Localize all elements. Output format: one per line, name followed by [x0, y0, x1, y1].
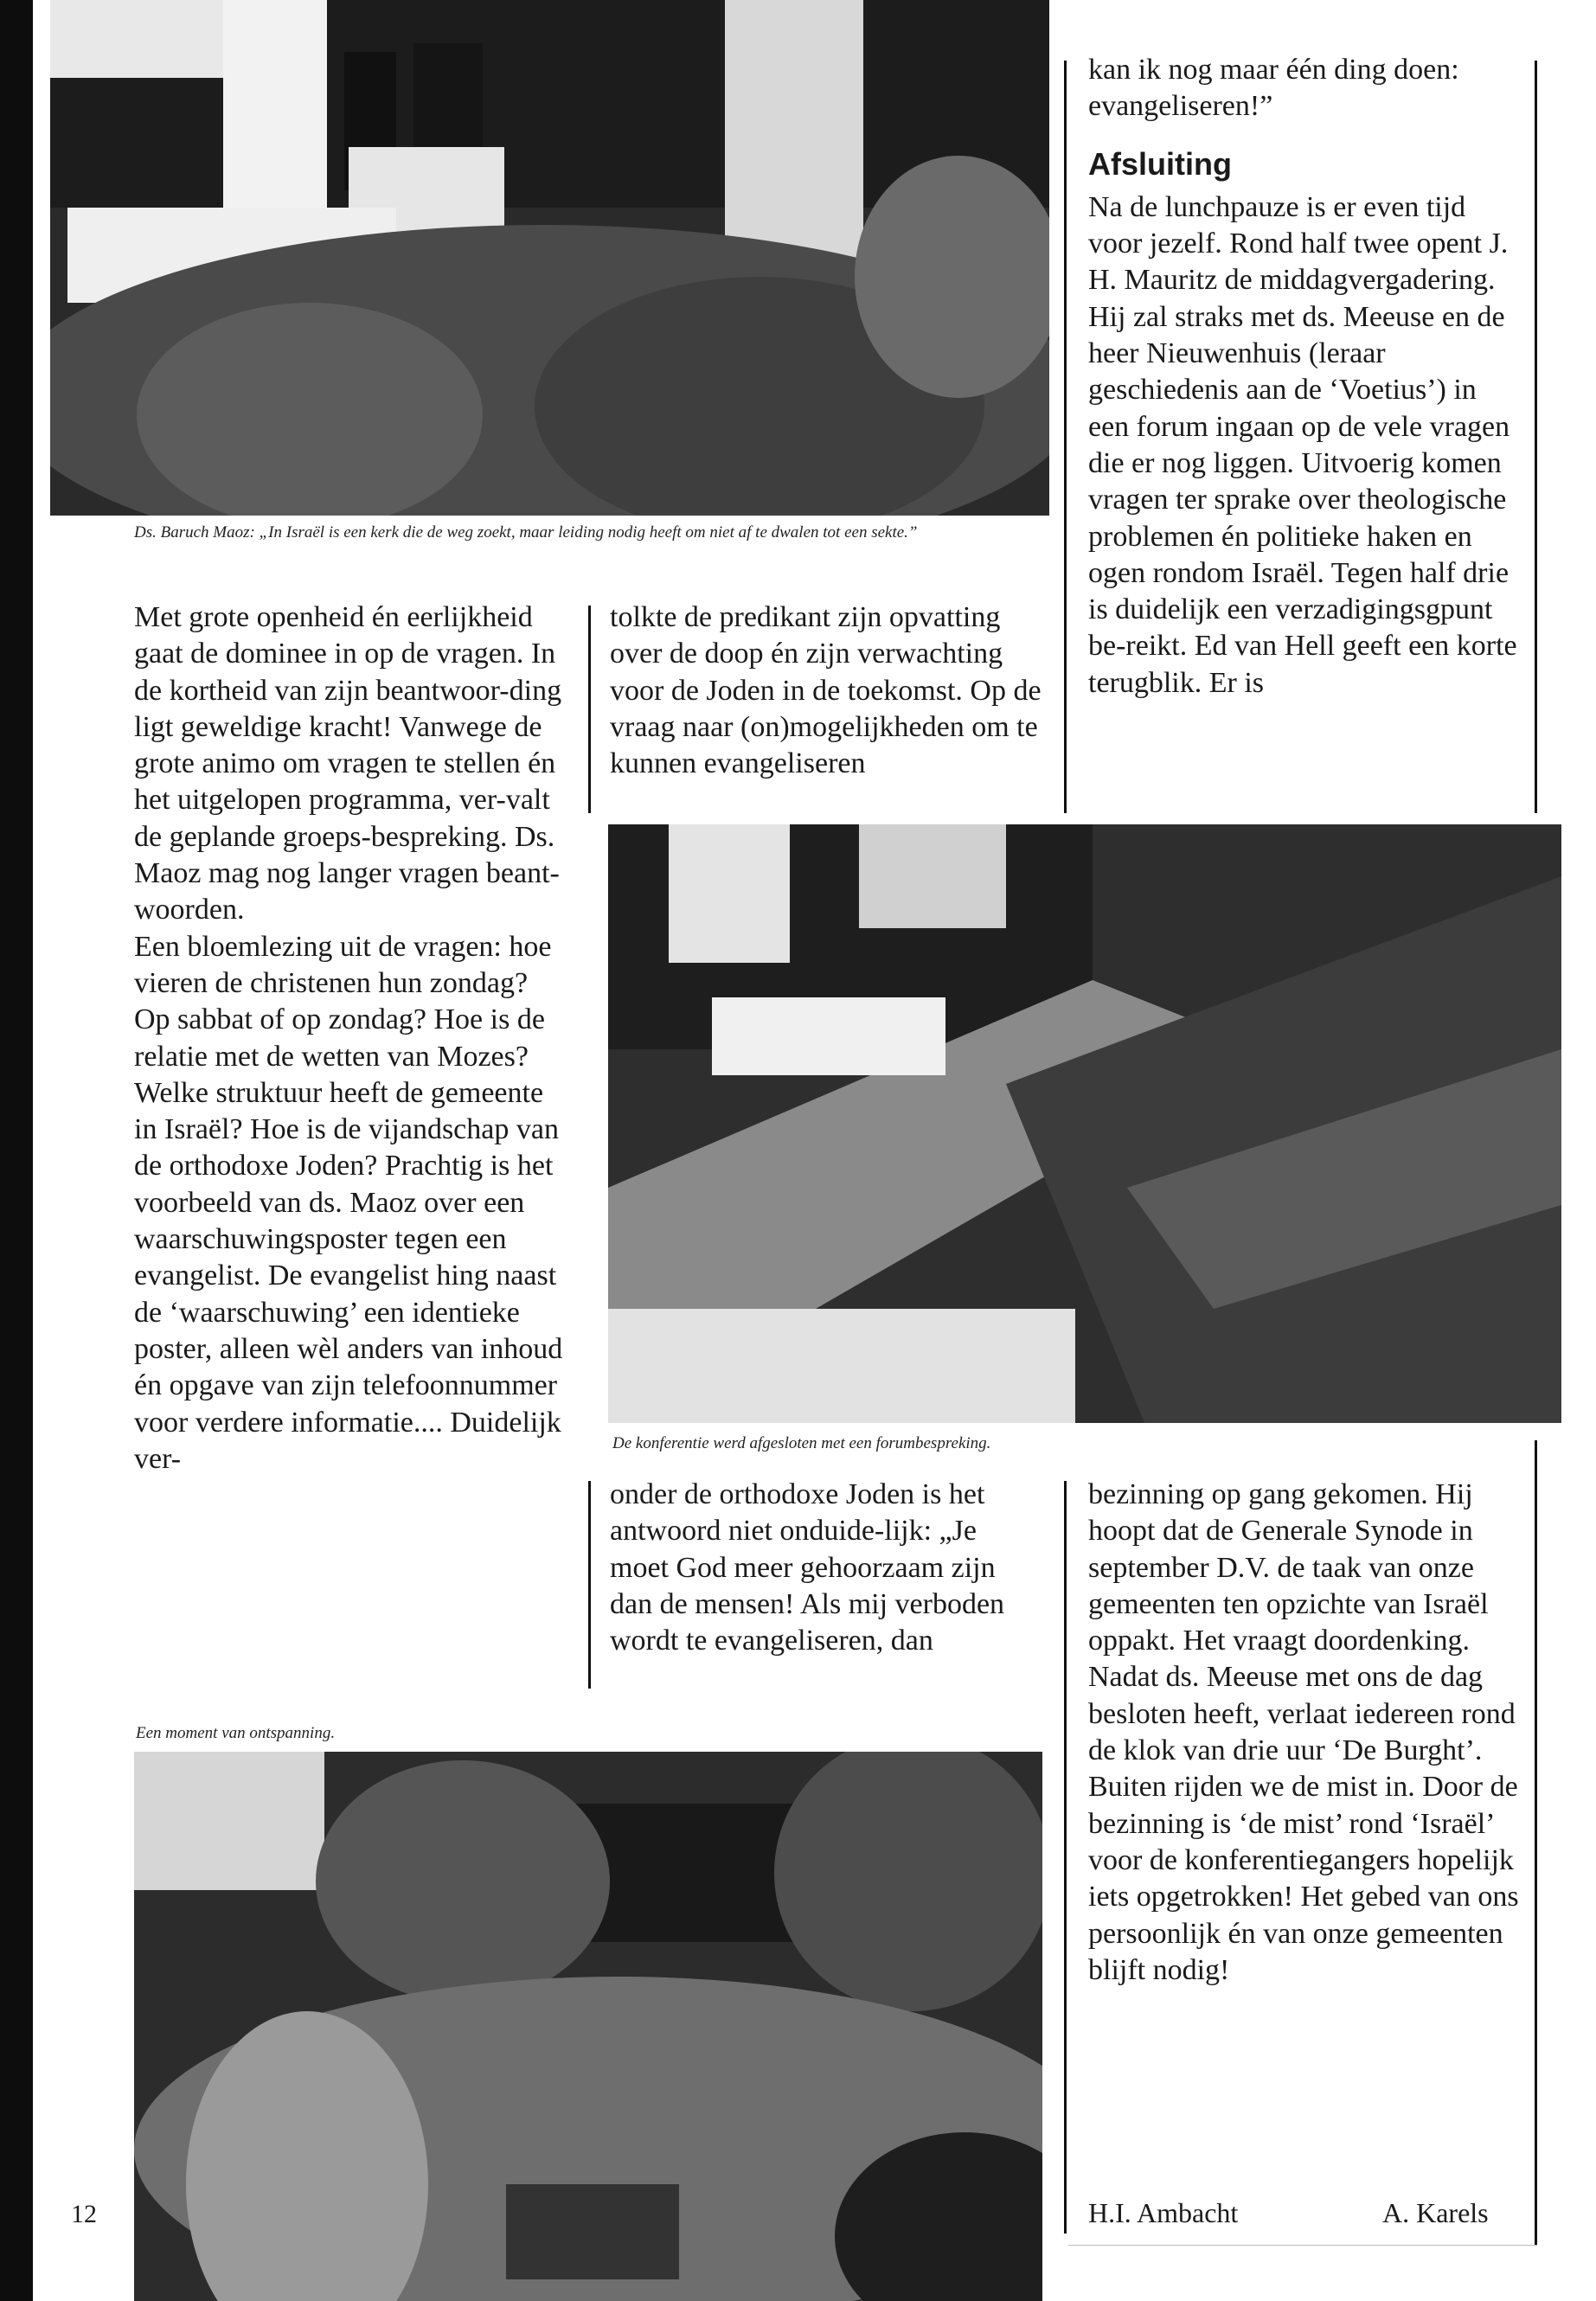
text-column-right-top [1088, 52, 1521, 702]
text-column-middle-bottom: onder de orthodoxe Joden is het antwoord niet onduide-lijk: „Je moet God meer gehoorzaam zijn dan de mensen! Als mij verboden wordt te evangeliseren, dan [610, 1478, 1005, 1657]
column-rule-bottom-left [588, 1481, 591, 1689]
column-rule-sig-left [1064, 1481, 1067, 2234]
underline-sig [1068, 2245, 1537, 2246]
left-paragraph-2: Een bloemlezing uit de vragen: hoe vieren de christenen hun zondag? Op sabbat of op zondag? Hoe is de relatie met de wetten van Mozes? Welke struktuur heeft de gemeente in Israël? Hoe is de vijandschap van de orthodoxe Joden? Prachtig is het voorbeeld van ds. Maoz over een waarschuwingsposter tegen een evangelist. De evangelist hing naast de ‘waarschuwing’ een identieke poster, alleen wèl anders van inhoud én opgave van zijn telefoonnummer voor verdere informatie.... Duidelijk ver- [134, 930, 563, 1475]
photo-middle-caption: De konferentie werd afgesloten met een forumbespreking. [612, 1434, 991, 1452]
column-rule-top-right [1535, 61, 1537, 813]
text-column-left [134, 599, 567, 1477]
author-left: H.I. Ambacht [1088, 2197, 1239, 2228]
author-right: A. Karels [1382, 2197, 1489, 2228]
left-paragraph-1: Met grote openheid én eerlijkheid gaat de dominee in op de vragen. In de kortheid van zijn beantwoor-ding ligt geweldige kracht! Vanwege de grote animo om vragen te stellen én het uitgelopen programma, ver-valt de geplande groeps-bespreking. Ds. Maoz mag nog langer vragen beant-woorden. [134, 601, 562, 926]
right-intro: kan ik nog maar één ding doen: evangeliseren!” [1088, 54, 1459, 123]
page-number: 12 [71, 2200, 97, 2228]
section-heading-afsluiting: Afsluiting [1088, 145, 1232, 182]
photo-choir-singing [134, 1752, 1042, 2301]
column-rule-top-left [1064, 61, 1067, 813]
photo-top-caption: Ds. Baruch Maoz: „In Israël is een kerk die de weg zoekt, maar leiding nodig heeft om niet af te dwalen tot een sekte.” [134, 523, 918, 542]
photo-forum-hall [608, 824, 1561, 1423]
photo-speakers-lectern [50, 0, 1049, 516]
page-margin-bar [0, 0, 33, 2301]
right-body-top: Na de lunchpauze is er even tijd voor jezelf. Rond half twee opent J. H. Mauritz de middagvergadering. Hij zal straks met ds. Meeuse en de heer Nieuwenhuis (leraar geschiedenis aan de ‘Voetius’) in een forum ingaan op de vele vragen die er nog liggen. Uitvoerig komen vragen ter sprake over theologische problemen én politieke haken en ogen rondom Israël. Tegen half drie is duidelijk een verzadigingsgpunt be-reikt. Ed van Hell geeft een korte terugblik. Er is [1088, 190, 1517, 699]
text-column-middle-top: tolkte de predikant zijn opvatting over de doop én zijn verwachting voor de Joden in de toekomst. Op de vraag naar (on)mogelijkheden om te kunnen evangeliseren [610, 601, 1042, 780]
photo-bottom-caption: Een moment van ontspanning. [136, 1724, 336, 1742]
column-rule-bottom-right [1535, 1440, 1537, 2245]
column-rule-mid-left [588, 606, 591, 813]
text-column-right-bottom: bezinning op gang gekomen. Hij hoopt dat de Generale Synode in september D.V. de taak van onze gemeenten ten opzichte van Israël oppakt. Het vraagt doordenking. Nadat ds. Meeuse met ons de dag besloten heeft, verlaat iedereen rond de klok van drie uur ‘De Burght’. Buiten rijden we de mist in. Door de bezinning is ‘de mist’ rond ‘Israël’ voor de konferentiegangers hopelijk iets opgetrokken! Het gebed van ons persoonlijk én van onze gemeenten blijft nodig! [1088, 1478, 1519, 1986]
